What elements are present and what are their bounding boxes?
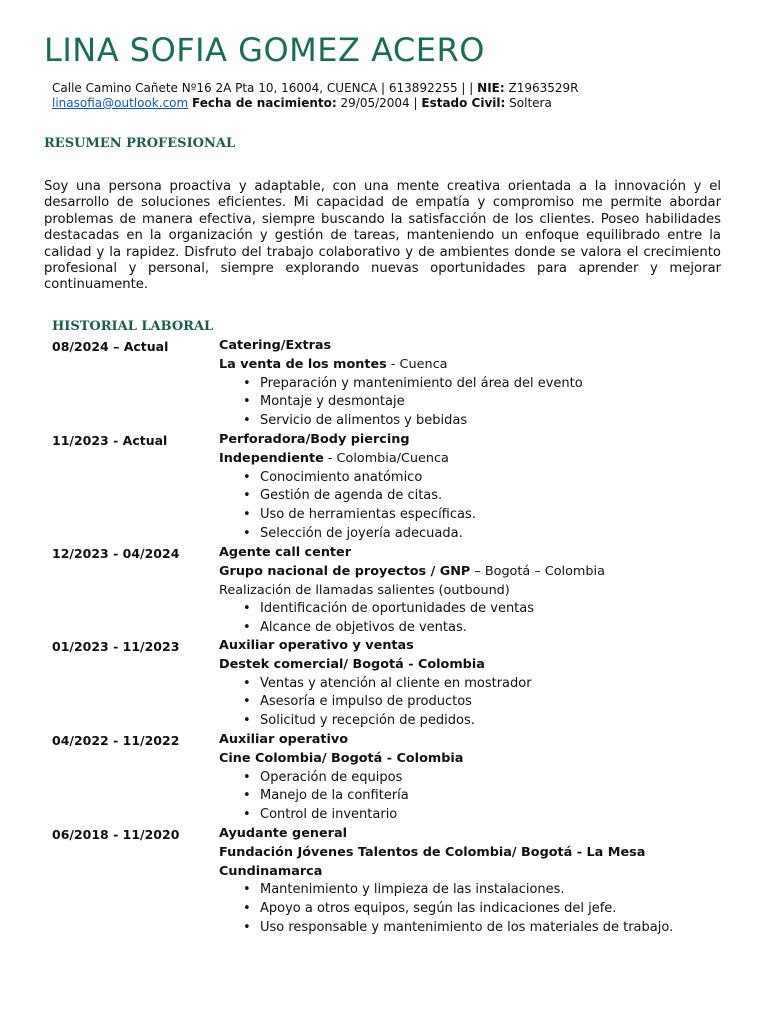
job-date: 04/2022 - 11/2022	[52, 733, 180, 748]
job-date: 01/2023 - 11/2023	[52, 639, 180, 654]
contact-line-2	[52, 96, 579, 111]
summary-heading: RESUMEN PROFESIONAL	[44, 136, 236, 151]
birth-label: Fecha de nacimiento:	[192, 96, 337, 110]
company-location: - Cuenca	[386, 356, 448, 372]
job-bullets	[219, 675, 739, 731]
email-link[interactable]: linasofia@outlook.com	[52, 96, 189, 110]
list-item: • Control de inventario	[219, 806, 739, 825]
candidate-name: LINA SOFIA GOMEZ ACERO	[44, 31, 485, 69]
job-company	[219, 450, 739, 469]
job-date: 12/2023 - 04/2024	[52, 546, 180, 561]
job-details	[219, 431, 739, 544]
job-details	[219, 731, 739, 825]
job-bullets	[219, 600, 739, 638]
list-item: • Selección de joyería adecuada.	[219, 525, 739, 544]
job-date: 06/2018 - 11/2020	[52, 827, 180, 842]
company-name: Independiente	[219, 450, 324, 466]
job-bullets	[219, 881, 739, 937]
list-item: • Gestión de agenda de citas.	[219, 487, 739, 506]
job-title: Auxiliar operativo	[219, 732, 349, 747]
job-title: Auxiliar operativo y ventas	[219, 638, 414, 653]
job-title: Ayudante general	[219, 826, 348, 841]
list-item: • Manejo de la confitería	[219, 787, 739, 806]
job-title: Catering/Extras	[219, 338, 332, 353]
job-company	[219, 750, 739, 769]
job-title: Agente call center	[219, 545, 352, 560]
summary-text: Soy una persona proactiva y adaptable, con una mente creativa orientada a la innovación y el desarrollo de soluciones eficientes. Mi capacidad de empatía y compromiso me permite abordar problemas de manera efectiva, siempre buscando la satisfacción de los clientes. Poseo habilidades destacadas en la organización y gestión de tareas, manteniendo un enfoque equilibrado entre la calidad y la rapidez. Disfruto del trabajo colaborativo y de ambientes donde se valora el crecimiento profesional y personal, siempre explorando nuevas oportunidades para aprender y mejorar continuamente.	[44, 179, 721, 293]
civil-status-label: Estado Civil:	[421, 96, 506, 110]
job-title: Perforadora/Body piercing	[219, 432, 410, 447]
job-company-region	[219, 863, 739, 882]
job-date: 08/2024 – Actual	[52, 339, 169, 354]
company-name: Cine Colombia/ Bogotá - Colombia	[219, 750, 464, 766]
company-name: Fundación Jóvenes Talentos de Colombia/ Bogotá - La Mesa	[219, 844, 646, 860]
company-location: - Colombia/Cuenca	[323, 450, 449, 466]
job-company	[219, 356, 739, 375]
contact-info	[52, 81, 579, 111]
list-item: • Identificación de oportunidades de ventas	[219, 600, 739, 619]
list-item: • Mantenimiento y limpieza de las instalaciones.	[219, 881, 739, 900]
job-company	[219, 844, 739, 863]
job-bullets	[219, 375, 739, 431]
job-details	[219, 337, 739, 431]
list-item: • Ventas y atención al cliente en mostrador	[219, 675, 739, 694]
nie-label: NIE:	[477, 81, 505, 95]
birth-value: 29/05/2004	[340, 96, 410, 110]
job-details	[219, 825, 739, 938]
list-item: • Asesoría e impulso de productos	[219, 693, 739, 712]
job-bullets	[219, 769, 739, 825]
company-name: Destek comercial/ Bogotá - Colombia	[219, 656, 485, 672]
job-description: Realización de llamadas salientes (outbound)	[219, 582, 510, 598]
list-item: • Apoyo a otros equipos, según las indicaciones del jefe.	[219, 900, 739, 919]
company-name: La venta de los montes	[219, 356, 387, 372]
job-bullets	[219, 469, 739, 544]
job-company	[219, 656, 739, 675]
history-heading: HISTORIAL LABORAL	[52, 319, 214, 334]
job-details	[219, 637, 739, 731]
list-item: • Preparación y mantenimiento del área del evento	[219, 375, 739, 394]
list-item: • Montaje y desmontaje	[219, 393, 739, 412]
job-details	[219, 544, 739, 638]
civil-status-value: Soltera	[509, 96, 552, 110]
job-company	[219, 563, 739, 582]
company-name: Grupo nacional de proyectos / GNP	[219, 563, 471, 579]
list-item: • Conocimiento anatómico	[219, 469, 739, 488]
address-line: Calle Camino Cañete Nº16 2A Pta 10, 16004, CUENCA | 613892255 | |	[52, 81, 474, 95]
job-date: 11/2023 - Actual	[52, 433, 168, 448]
nie-value: Z1963529R	[508, 81, 579, 95]
list-item: • Uso de herramientas específicas.	[219, 506, 739, 525]
list-item: • Servicio de alimentos y bebidas	[219, 412, 739, 431]
list-item: • Operación de equipos	[219, 769, 739, 788]
list-item: • Alcance de objetivos de ventas.	[219, 619, 739, 638]
list-item: • Solicitud y recepción de pedidos.	[219, 712, 739, 731]
list-item: • Uso responsable y mantenimiento de los materiales de trabajo.	[219, 919, 739, 938]
company-region: Cundinamarca	[219, 863, 323, 879]
separator: |	[413, 96, 418, 110]
contact-line-1	[52, 81, 579, 96]
company-location: – Bogotá – Colombia	[470, 563, 605, 579]
